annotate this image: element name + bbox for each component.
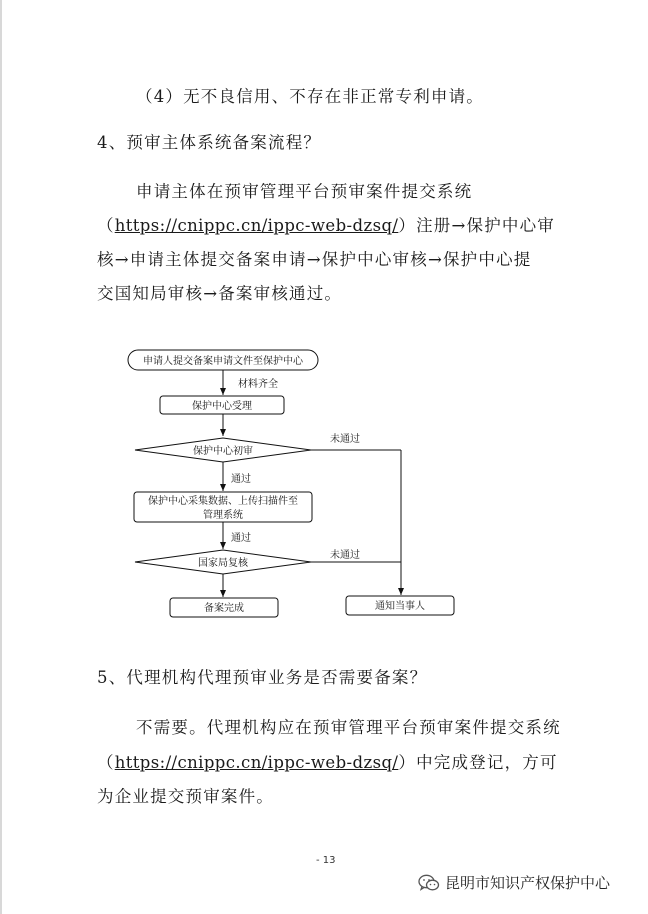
q5-system-link[interactable]: https://cnippc.cn/ippc-web-dzsq/: [114, 753, 399, 772]
q5-line2-rest: ）中完成登记，方可: [398, 753, 558, 772]
q5-open-paren: （: [97, 753, 115, 772]
q4-paragraph-line3: 核→申请主体提交备案申请→保护中心审核→保护中心提: [97, 250, 532, 269]
wechat-watermark: [418, 872, 610, 893]
flow-collect-label-line1: 保护中心采集数据、上传扫描件至: [148, 496, 298, 507]
item-4-condition: （4）无不良信用、不存在非正常专利申请。: [136, 87, 484, 106]
flow-first-review-label: 保护中心初审: [193, 446, 253, 457]
flow-edge-materials-complete: 材料齐全: [238, 379, 278, 390]
flow-edge-not-passed-1: 未通过: [330, 434, 360, 445]
q5-title: 5、代理机构代理预审业务是否需要备案？: [97, 668, 428, 687]
flow-edge-passed-2: 通过: [231, 533, 251, 544]
flow-start-label: 申请人提交备案申请文件至保护中心: [143, 356, 303, 367]
q4-system-link[interactable]: https://cnippc.cn/ippc-web-dzsq/: [114, 216, 399, 235]
q4-paragraph-line2: [97, 216, 555, 236]
flow-accept-label: 保护中心受理: [192, 401, 252, 412]
q5-paragraph-line1: 不需要。代理机构应在预审管理平台预审案件提交系统: [136, 718, 561, 737]
q5-paragraph-line3: 为企业提交预审案件。: [97, 787, 274, 806]
q4-title: 4、预审主体系统备案流程？: [97, 133, 322, 152]
flow-edge-passed-1: 通过: [231, 474, 251, 485]
watermark-text: 昆明市知识产权保护中心: [445, 874, 611, 892]
q4-open-paren: （: [97, 216, 115, 235]
flow-edge-not-passed-2: 未通过: [330, 550, 360, 561]
q4-paragraph-line1: 申请主体在预审管理平台预审案件提交系统: [136, 182, 473, 201]
page-left-border: [0, 0, 2, 914]
flow-cnipa-review-label: 国家局复核: [198, 558, 248, 569]
flow-collect-label-line2: 管理系统: [203, 510, 243, 521]
filing-flowchart: [120, 342, 465, 622]
page-number: - 13: [316, 855, 336, 866]
wechat-icon: [418, 874, 440, 892]
q4-line2-rest: ）注册→保护中心审: [398, 216, 556, 235]
q5-paragraph-line2: [97, 753, 558, 773]
flow-done-label: 备案完成: [204, 603, 244, 614]
q4-paragraph-line4: 交国知局审核→备案审核通过。: [97, 284, 343, 303]
flow-notify-label: 通知当事人: [375, 601, 425, 612]
